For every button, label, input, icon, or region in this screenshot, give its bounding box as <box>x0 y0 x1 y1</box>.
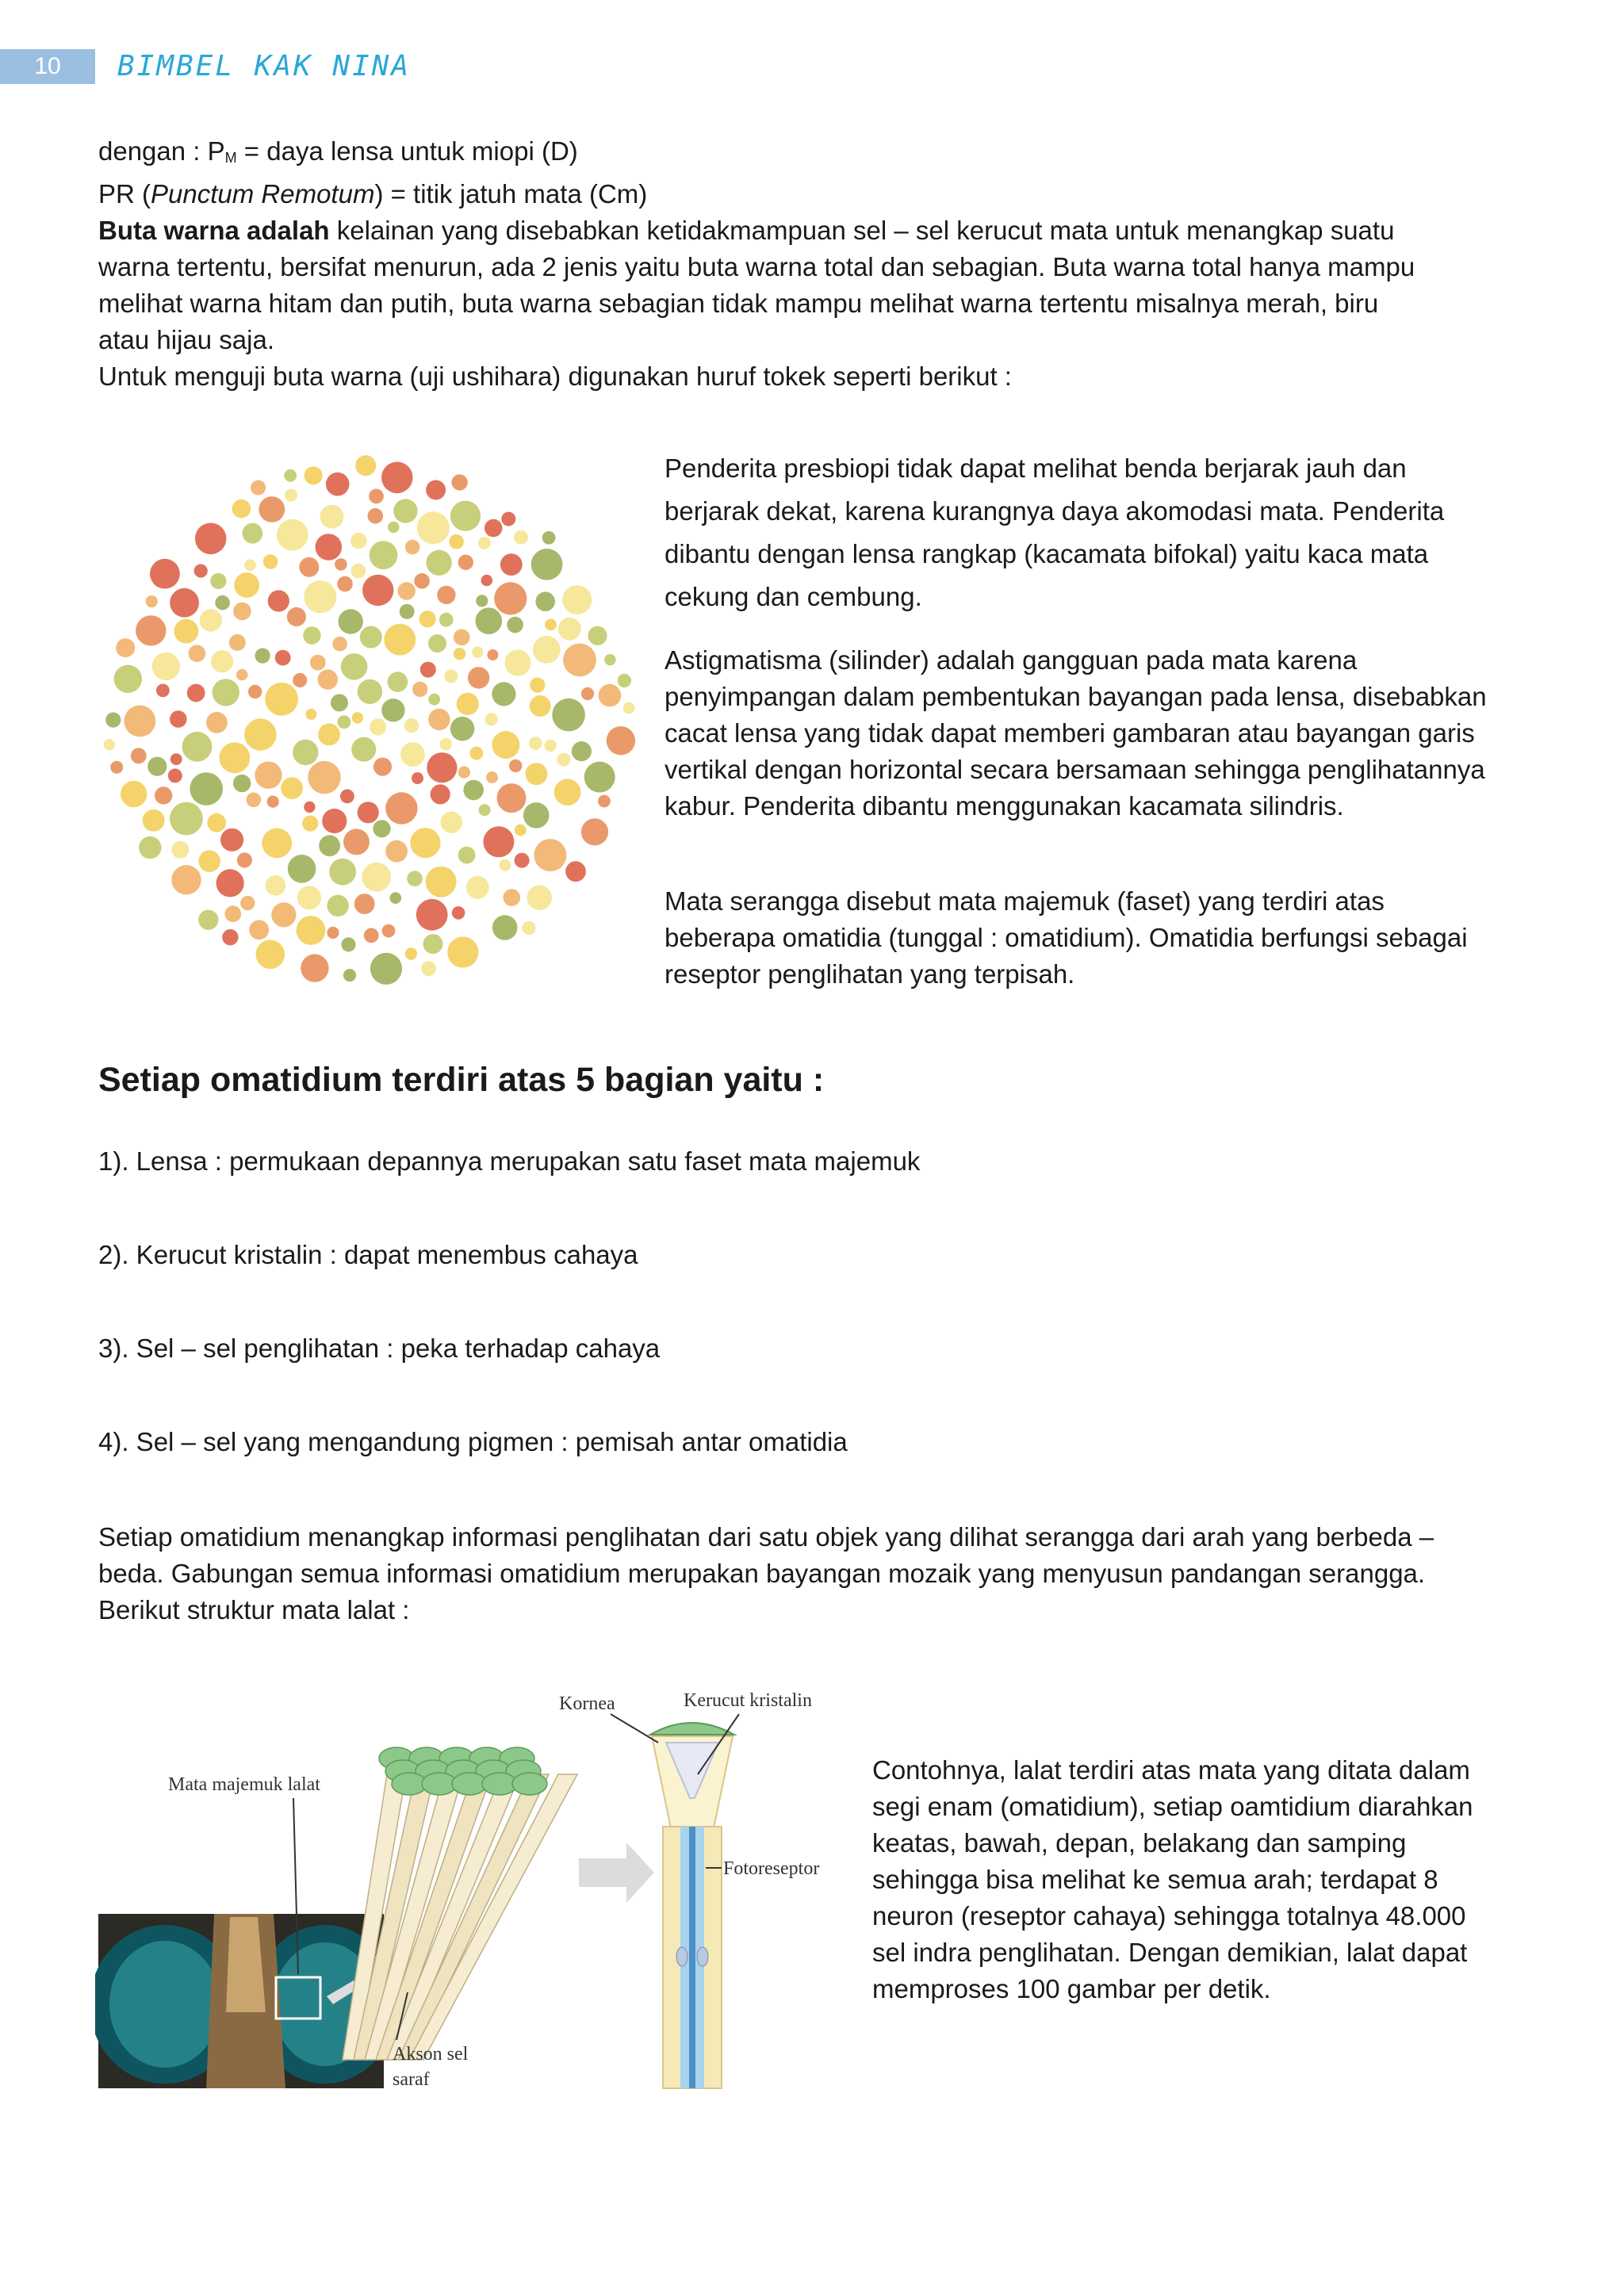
ishihara-dot <box>515 853 530 868</box>
label-saraf: saraf <box>393 2069 430 2090</box>
ishihara-dot <box>531 549 563 580</box>
ishihara-dot <box>355 455 376 476</box>
fly-eye-paragraph: Contohnya, lalat terdiri atas mata yang ditata dalam segi enam (omatidium), setiap oamtidium diarahkan keatas, bawah, depan, belakang dan samping sehingga bisa melihat ke semua arah; terdapat 8 neuron (reseptor cahaya) sehingga totalnya 48.000 sel indra penglihatan. Dengan demikian, lalat dapat memproses 100 gambar per detik. <box>872 1755 1473 2003</box>
ishihara-dot <box>492 682 515 706</box>
ishihara-dot <box>152 652 180 680</box>
ishihara-dot <box>340 790 354 804</box>
cornea-facet <box>512 1773 547 1795</box>
ishihara-dot <box>331 694 348 711</box>
ishihara-dot <box>182 732 213 762</box>
ishihara-dot <box>405 947 417 959</box>
ishihara-dot <box>468 667 489 688</box>
ishihara-dot <box>368 508 384 524</box>
ishihara-dot <box>207 813 226 832</box>
ishihara-dot <box>247 793 262 808</box>
ishihara-dot <box>514 530 528 545</box>
ishihara-dot <box>131 748 147 763</box>
ishihara-dot <box>544 740 556 752</box>
ishihara-dot <box>469 747 483 760</box>
ishihara-dot <box>369 489 384 504</box>
ishihara-dot <box>194 564 208 578</box>
ishihara-dot <box>373 758 392 776</box>
ishihara-dot <box>326 473 350 496</box>
arrow-icon <box>579 1843 654 1903</box>
ishihara-dot <box>304 580 336 613</box>
ishihara-dot <box>139 836 161 859</box>
ishihara-dot <box>343 828 370 855</box>
intro-paragraph <box>98 133 1542 395</box>
astigmatisma-paragraph: Astigmatisma (silinder) adalah gangguan pada mata karena penyimpangan dalam pembentukan bayangan pada lensa, disebabkan cacat lensa yang tidak dapat memberi gambaran atau bayangan garis vertikal dengan horizontal secara bersamaan sehingga penglihatannya kabur. Penderita dibantu menggunakan kacamata silindris. <box>665 645 1487 821</box>
ishihara-dot <box>476 607 503 634</box>
ishihara-dot <box>170 802 203 836</box>
label-mata-majemuk: Mata majemuk lalat <box>168 1774 320 1795</box>
ishihara-dot <box>121 781 147 807</box>
ishihara-dot <box>535 591 555 611</box>
page-number: 10 <box>0 49 95 84</box>
ishihara-dot <box>500 859 511 871</box>
section-heading: Setiap omatidium terdiri atas 5 bagian yaitu : <box>98 1061 825 1099</box>
ishihara-dot <box>599 684 622 707</box>
ishihara-dot <box>457 693 479 715</box>
ishihara-dot <box>271 902 296 927</box>
ishihara-dot <box>507 617 523 633</box>
ishihara-dot <box>105 713 121 728</box>
list-item: 1). Lensa : permukaan depannya merupakan satu faset mata majemuk <box>98 1146 921 1176</box>
ishihara-dot <box>545 619 557 631</box>
ishihara-dot <box>255 649 270 664</box>
ishihara-dot <box>405 540 420 555</box>
ishihara-dot <box>332 637 347 652</box>
ishihara-dot <box>410 828 440 858</box>
ishihara-dot <box>237 852 252 867</box>
ishihara-dot <box>240 896 255 910</box>
ishihara-dot <box>382 924 396 938</box>
label-fotoreseptor: Fotoreseptor <box>723 1858 820 1879</box>
ishihara-dot <box>319 835 340 856</box>
ishihara-dot <box>494 582 527 614</box>
ishihara-dot <box>426 550 451 576</box>
ishihara-dot <box>259 496 285 522</box>
ishihara-dot <box>262 828 292 859</box>
ishihara-dot <box>497 783 527 813</box>
ishihara-dot <box>623 702 635 714</box>
list-item: 3). Sel – sel penglihatan : peka terhadap cahaya <box>98 1334 661 1363</box>
ishihara-dot <box>554 779 581 806</box>
ishihara-dot <box>352 712 363 723</box>
ishihara-dot <box>407 871 423 886</box>
ishihara-dot <box>299 557 319 577</box>
ishihara-dot <box>437 586 455 604</box>
ishihara-dot <box>301 954 328 982</box>
ishihara-dot <box>220 742 251 773</box>
ishihara-dot <box>533 636 561 664</box>
ishihara-dot <box>479 804 491 816</box>
ishihara-dot <box>351 564 366 579</box>
ishihara-dot <box>525 763 547 785</box>
ishihara-dot <box>236 669 247 680</box>
ishihara-dot <box>607 726 635 755</box>
ishihara-dot <box>483 826 514 857</box>
ishihara-dot <box>476 595 488 607</box>
ishihara-dot <box>565 861 586 882</box>
ishihara-dot <box>358 802 379 823</box>
ishihara-dot <box>310 655 326 671</box>
ishihara-dot <box>233 603 251 621</box>
ishihara-dot <box>329 859 356 886</box>
ishihara-dot <box>362 575 393 606</box>
ishihara-dot <box>248 685 262 698</box>
ishihara-dot <box>244 718 276 750</box>
ishihara-dot <box>393 499 417 522</box>
fly-eye-structure-diagram <box>95 1679 856 2099</box>
ishihara-dot <box>233 775 251 792</box>
ishihara-dot <box>445 670 458 683</box>
ishihara-dot <box>232 499 251 519</box>
ishihara-dot <box>285 489 297 502</box>
ishihara-dot <box>116 638 135 657</box>
ishihara-dot <box>385 840 408 863</box>
ishihara-dot <box>267 796 279 808</box>
intro-line-2: PR (Punctum Remotum) = titik jatuh mata (Cm) <box>98 179 648 209</box>
ishihara-dot <box>373 820 390 837</box>
label-akson-sel: Akson sel <box>393 2044 469 2064</box>
ishihara-dot <box>210 573 226 589</box>
intro-line-7: Untuk menguji buta warna (uji ushihara) digunakan huruf tokek seperti berikut : <box>98 362 1012 391</box>
ishihara-dot <box>572 741 592 761</box>
ishihara-dot <box>454 629 470 646</box>
ishihara-dot <box>398 582 416 599</box>
ishihara-dot <box>527 885 552 910</box>
ishihara-dot <box>370 953 402 985</box>
ishihara-dot <box>351 737 376 762</box>
ishihara-dot <box>114 665 142 693</box>
ishihara-dot <box>542 531 556 545</box>
ishihara-dot <box>412 772 423 784</box>
ishihara-dot <box>581 687 594 700</box>
ishihara-dot <box>419 610 436 627</box>
ishihara-dot <box>463 780 484 801</box>
ishihara-dot <box>384 624 416 656</box>
ishihara-dot <box>304 466 323 484</box>
ishihara-dot <box>458 847 476 864</box>
ishihara-dot <box>143 809 165 832</box>
ishihara-dot <box>287 607 306 626</box>
ishihara-dot <box>451 474 467 490</box>
ishihara-dot <box>168 768 182 783</box>
list-item: 2). Kerucut kristalin : dapat menembus cahaya <box>98 1240 638 1269</box>
ishihara-dot <box>293 673 307 687</box>
ishihara-dot <box>604 654 615 665</box>
ishihara-dot <box>492 731 519 759</box>
ishihara-dot <box>198 850 220 872</box>
ishihara-dot <box>198 910 218 930</box>
ishihara-dot <box>588 626 607 645</box>
ishihara-dot <box>557 753 571 767</box>
ishihara-dot <box>431 784 450 804</box>
ishihara-dot <box>304 802 315 813</box>
ishihara-dot <box>136 615 166 645</box>
ishihara-dot <box>515 825 527 836</box>
intro-line-4: warna tertentu, bersifat menurun, ada 2 jenis yaitu buta warna total dan sebagian. Buta warna total hanya mampu <box>98 252 1415 281</box>
ishihara-dot <box>222 929 238 945</box>
ishihara-dot <box>581 818 608 845</box>
label-kornea: Kornea <box>559 1693 615 1714</box>
ishihara-dot <box>404 718 419 733</box>
ishihara-dot <box>504 889 521 906</box>
ishihara-dot <box>426 480 446 500</box>
ishihara-dot <box>452 906 465 920</box>
ishihara-dot <box>350 533 366 549</box>
intro-line-3: Buta warna adalah kelainan yang disebabkan ketidakmampuan sel – sel kerucut mata untuk menangkap suatu <box>98 216 1395 245</box>
ishihara-dot <box>381 462 413 494</box>
ishihara-dot <box>243 523 263 544</box>
ishihara-dot <box>147 757 167 776</box>
ishihara-dot <box>104 739 115 750</box>
ishihara-dot <box>381 698 404 721</box>
ommatidia-bundle <box>343 1747 577 2060</box>
ishihara-dot <box>500 553 523 576</box>
ishihara-dot <box>155 786 172 804</box>
ishihara-dot <box>156 684 170 698</box>
ishihara-dot <box>170 588 199 618</box>
ishihara-dot <box>417 511 450 544</box>
ishihara-dot <box>170 710 187 728</box>
ishihara-dot <box>335 558 347 571</box>
ishihara-dot <box>458 555 473 570</box>
ishihara-dot <box>486 771 498 783</box>
ishihara-dot <box>388 672 408 692</box>
ishihara-dot <box>414 573 430 589</box>
ishihara-dot <box>439 738 452 751</box>
ishihara-dot <box>522 921 535 935</box>
ishihara-dot <box>303 626 320 644</box>
ishihara-dot <box>492 915 518 940</box>
ishihara-dot <box>337 576 353 592</box>
ishihara-dot <box>211 650 233 672</box>
ishihara-dot <box>563 644 596 677</box>
ishihara-dot <box>281 777 303 799</box>
ishihara-dot <box>251 480 266 496</box>
ishihara-dot <box>308 761 340 794</box>
ishihara-dot <box>318 724 340 746</box>
ishihara-dot <box>341 653 368 680</box>
ishihara-dot <box>277 519 308 551</box>
ishihara-dot <box>206 712 228 733</box>
ishihara-dot <box>256 940 285 970</box>
ishihara-dot <box>421 961 436 976</box>
ishihara-dot <box>618 674 631 687</box>
ishihara-dot <box>297 916 326 945</box>
serangga-paragraph: Mata serangga disebut mata majemuk (faset) yang terdiri atas beberapa omatidia (tunggal : omatidium). Omatidia berfungsi sebagai reseptor penglihatan yang terpisah. <box>665 886 1468 989</box>
ishihara-dot <box>458 767 470 779</box>
ishihara-dot <box>284 469 297 482</box>
ishihara-dot <box>189 645 206 662</box>
ishihara-dot <box>244 560 256 572</box>
ishihara-dot <box>423 934 443 954</box>
ishihara-dot <box>472 646 484 658</box>
ishihara-dot <box>275 650 291 666</box>
ishihara-dot <box>420 662 436 678</box>
ishihara-dot <box>354 894 375 914</box>
ishihara-dot <box>316 534 343 561</box>
ishihara-dot <box>360 626 382 649</box>
ishihara-dot <box>171 865 201 894</box>
label-kerucut-kristalin: Kerucut kristalin <box>684 1690 812 1711</box>
ishihara-dot <box>229 634 246 651</box>
ishihara-dot <box>249 920 269 939</box>
header-title: BIMBEL KAK NINA <box>117 50 412 82</box>
ishihara-dot <box>390 892 402 904</box>
ishihara-dot <box>466 876 489 899</box>
ishihara-dot <box>187 684 205 702</box>
ishihara-dot <box>150 559 180 589</box>
ishihara-dot <box>530 678 545 693</box>
summary-paragraph: Setiap omatidium menangkap informasi penglihatan dari satu objek yang dilihat serangga dari arah yang berbeda – beda. Gabungan semua informasi omatidium merupakan bayangan mozaik yang menyusun pandangan serangga. Berikut struktur mata lalat : <box>98 1522 1434 1624</box>
ishihara-dot <box>552 698 585 732</box>
ishihara-dot <box>412 682 427 697</box>
ishihara-dot <box>170 753 182 765</box>
ishihara-dot <box>171 841 189 859</box>
ishihara-dot <box>450 717 475 741</box>
ishihara-dot <box>305 709 316 720</box>
ishihara-dot <box>220 828 243 851</box>
ishihara-dot <box>584 762 615 793</box>
ishihara-dot <box>427 752 457 783</box>
ishihara-dot <box>263 554 278 569</box>
ishihara-dot <box>288 855 316 883</box>
intro-line-6: atau hijau saja. <box>98 325 274 354</box>
ishihara-dot <box>562 585 592 614</box>
ishihara-dot <box>339 609 363 633</box>
ishihara-dot <box>530 695 551 717</box>
ishihara-dot <box>255 762 282 789</box>
ishihara-dot <box>322 809 347 833</box>
ishihara-dot <box>215 595 230 610</box>
ishihara-dot <box>146 595 158 607</box>
list-item: 4). Sel – sel yang mengandung pigmen : pemisah antar omatidia <box>98 1427 848 1456</box>
ishihara-dot <box>343 969 356 982</box>
ishihara-dot <box>174 619 198 644</box>
ishihara-dot <box>266 875 286 896</box>
ishihara-dot <box>358 679 382 704</box>
ishihara-dot <box>362 863 391 892</box>
ishihara-color-plate-image <box>95 449 642 996</box>
ishihara-dot <box>327 927 339 939</box>
ishihara-dot <box>426 867 457 897</box>
ishihara-dot <box>428 709 450 730</box>
ishihara-dot <box>400 742 425 767</box>
ishihara-dot <box>416 899 448 931</box>
ishihara-dot <box>504 649 530 675</box>
ishihara-dot <box>265 683 298 716</box>
intro-line-1: dengan : PM = daya lensa untuk miopi (D) <box>98 136 578 166</box>
ishihara-dot <box>501 512 515 526</box>
ishihara-dot <box>450 501 481 531</box>
single-ommatidium <box>650 1723 734 2088</box>
ishihara-dot <box>428 634 446 652</box>
ishihara-dot <box>449 534 464 549</box>
ishihara-dot <box>216 869 244 897</box>
ishihara-dot <box>370 541 398 569</box>
ishihara-dot <box>428 694 440 706</box>
ishihara-dot <box>224 905 241 922</box>
ishihara-dot <box>190 772 223 806</box>
ishihara-dot <box>268 590 289 611</box>
ishihara-dot <box>447 936 478 967</box>
ishihara-dot <box>370 719 386 736</box>
ishihara-dot <box>478 537 491 549</box>
ishihara-dot <box>534 839 566 871</box>
ishihara-dot <box>124 706 156 737</box>
ishihara-dot <box>337 715 350 729</box>
ishihara-dot <box>327 895 348 916</box>
ishihara-dot <box>320 505 344 529</box>
ishihara-dot <box>213 679 239 706</box>
ishihara-dot <box>297 886 321 909</box>
ishihara-dot <box>523 802 550 828</box>
ishihara-dot <box>234 572 259 598</box>
ishihara-dot <box>454 648 465 660</box>
ishihara-dot <box>439 613 454 627</box>
ishihara-dot <box>318 669 338 689</box>
ishihara-dot <box>441 812 462 833</box>
ishihara-dot <box>302 816 318 832</box>
ishihara-dot <box>341 937 355 951</box>
ishihara-dot <box>509 760 522 772</box>
ishihara-dot <box>195 523 227 555</box>
intro-line-5: melihat warna hitam dan putih, buta warna sebagian tidak mampu melihat warna tertentu misalnya merah, biru <box>98 289 1379 318</box>
ishihara-dot <box>487 649 498 660</box>
ishihara-dot <box>385 792 417 824</box>
presbiopi-paragraph: Penderita presbiopi tidak dapat melihat benda berjarak jauh dan berjarak dekat, karena kurangnya daya akomodasi mata. Penderita dibantu dengan lensa rangkap (kacamata bifokal) yaitu kaca mata cekung dan cembung. <box>665 453 1445 611</box>
ishihara-dot <box>529 737 542 750</box>
ishihara-dot <box>110 761 123 774</box>
ishihara-dot <box>364 928 379 943</box>
ishihara-dot <box>293 740 318 765</box>
ishihara-dot <box>485 713 498 725</box>
ishihara-dot <box>485 519 503 538</box>
ishihara-dot <box>200 609 222 631</box>
ishihara-dot <box>400 604 415 619</box>
ishihara-dot <box>598 795 611 808</box>
ishihara-dot <box>558 618 581 641</box>
ishihara-dot <box>481 575 493 587</box>
ishihara-dot <box>388 522 400 534</box>
